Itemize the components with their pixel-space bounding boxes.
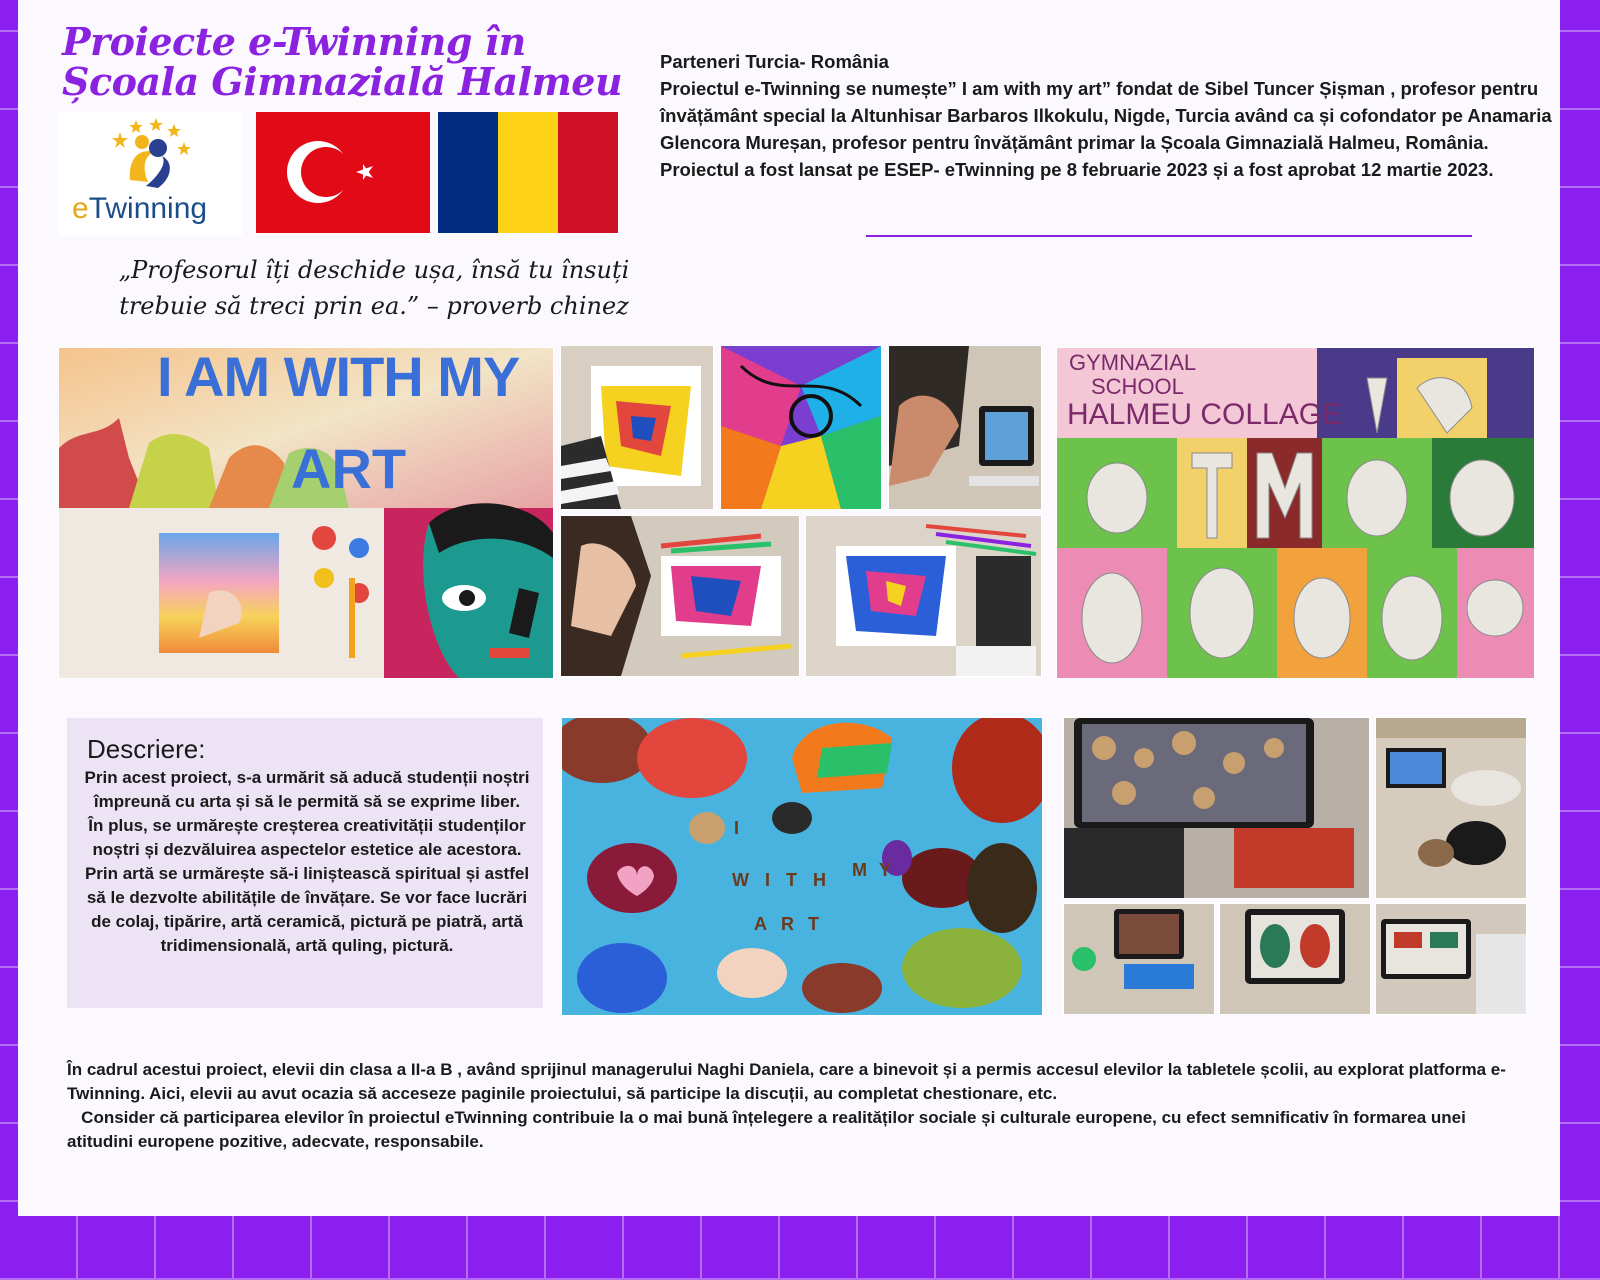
collage-title-line1: GYMNAZIAL <box>1069 350 1197 375</box>
stone-word-with: WITH <box>732 870 842 890</box>
divider-line <box>866 235 1472 237</box>
student-drawing-photo-1 <box>560 345 714 510</box>
etwinning-logo <box>58 112 242 236</box>
painted-stones-photo <box>561 717 1043 1016</box>
student-coloring-photo-2 <box>805 515 1042 677</box>
stone-word-i: I <box>734 818 740 838</box>
partners-heading: Parteneri Turcia- România <box>660 51 889 72</box>
banner-photo <box>58 347 554 679</box>
collage-wall-photo <box>1056 347 1535 679</box>
collage-title-line3: HALMEU COLLAGE <box>1067 398 1343 431</box>
student-coloring-photo-1 <box>560 515 800 677</box>
etwinning-figure-icon <box>58 112 242 192</box>
tablet-photo-2 <box>1219 903 1371 1015</box>
tablet-photo-1 <box>1063 903 1215 1015</box>
chinese-proverb-quote: „Profesorul îți deschide ușa, însă tu însuți trebuie să treci prin ea.” – proverb chinez <box>118 256 630 320</box>
description-paragraph-2: În plus, se urmărește creșterea creativității studenților noștri și dezvăluirea aspectelor estetice ale acestora. Prin artă se urmărește să-i liniștească spiritual și astfel să le dezvolte abilitățile de învățare. Se vor face lucrări de colaj, tipărire, artă ceramică, pictură pe piatră, artă tridimensională, artă quling, pictură. <box>84 816 530 955</box>
footer-paragraph-1: În cadrul acestui proiect, elevii din clasa a II-a B , având sprijinul managerului Naghi Daniela, care a binevoit și a permis accesul elevilor la tabletele școlii, au explorat platforma e-Twinning. Aici, elevii au avut ocazia să acceseze paginile proiectului, să participe la discuții, au completat chestionare, etc. <box>67 1060 1506 1103</box>
banner-title-line2: ART <box>291 437 407 500</box>
partners-paragraph-project: Proiectul e-Twinning se numește” I am with my art” fondat de Sibel Tuncer Șișman , profesor pentru învățământ special la Altunhisar Barbaros Ilkokulu, Nigde, Turcia având ca și cofondator pe Anamaria Glencora Mureșan, profesor pentru învățământ primar la Școala Gimnazială Halmeu, România. <box>660 78 1552 153</box>
description-paragraph-1: Prin acest proiect, s-a urmărit să aducă studenții noștri împreună cu arta și să le permită să se exprime liber. <box>84 768 530 811</box>
stone-word-art: ART <box>754 914 833 934</box>
footer-section <box>67 1058 1527 1154</box>
description-title: Descriere: <box>87 734 206 764</box>
partners-paragraph-dates: Proiectul a fost lansat pe ESEP- eTwinning pe 8 februarie 2023 și a fost aprobat 12 martie 2023. <box>660 159 1494 180</box>
collage-title-line2: SCHOOL <box>1091 374 1184 399</box>
stone-word-my: MY <box>852 860 903 880</box>
romania-flag <box>438 112 618 233</box>
student-drawing-photo-2 <box>720 345 882 510</box>
craft-table-photo <box>1375 717 1527 899</box>
student-tablet-photo <box>888 345 1042 510</box>
description-text <box>77 766 537 958</box>
partners-section <box>660 48 1560 183</box>
turkey-flag <box>256 112 430 233</box>
tablet-photo-3 <box>1375 903 1527 1015</box>
page-title: Proiecte e-Twinning în Școala Gimnazială Halmeu <box>62 19 623 104</box>
etwinning-wordmark: eTwinning <box>72 192 208 225</box>
footer-paragraph-2: Consider că participarea elevilor în proiectul eTwinning contribuie la o mai bună înțelegere a realităților sociale și culturale europene, cu efect semnificativ în formarea unei atitudini europene pozitive, adecvate, responsabile. <box>67 1108 1471 1151</box>
banner-title-line1: I AM WITH MY <box>157 347 520 408</box>
description-box <box>67 718 543 1008</box>
tablet-stones-photo-large <box>1063 717 1370 899</box>
